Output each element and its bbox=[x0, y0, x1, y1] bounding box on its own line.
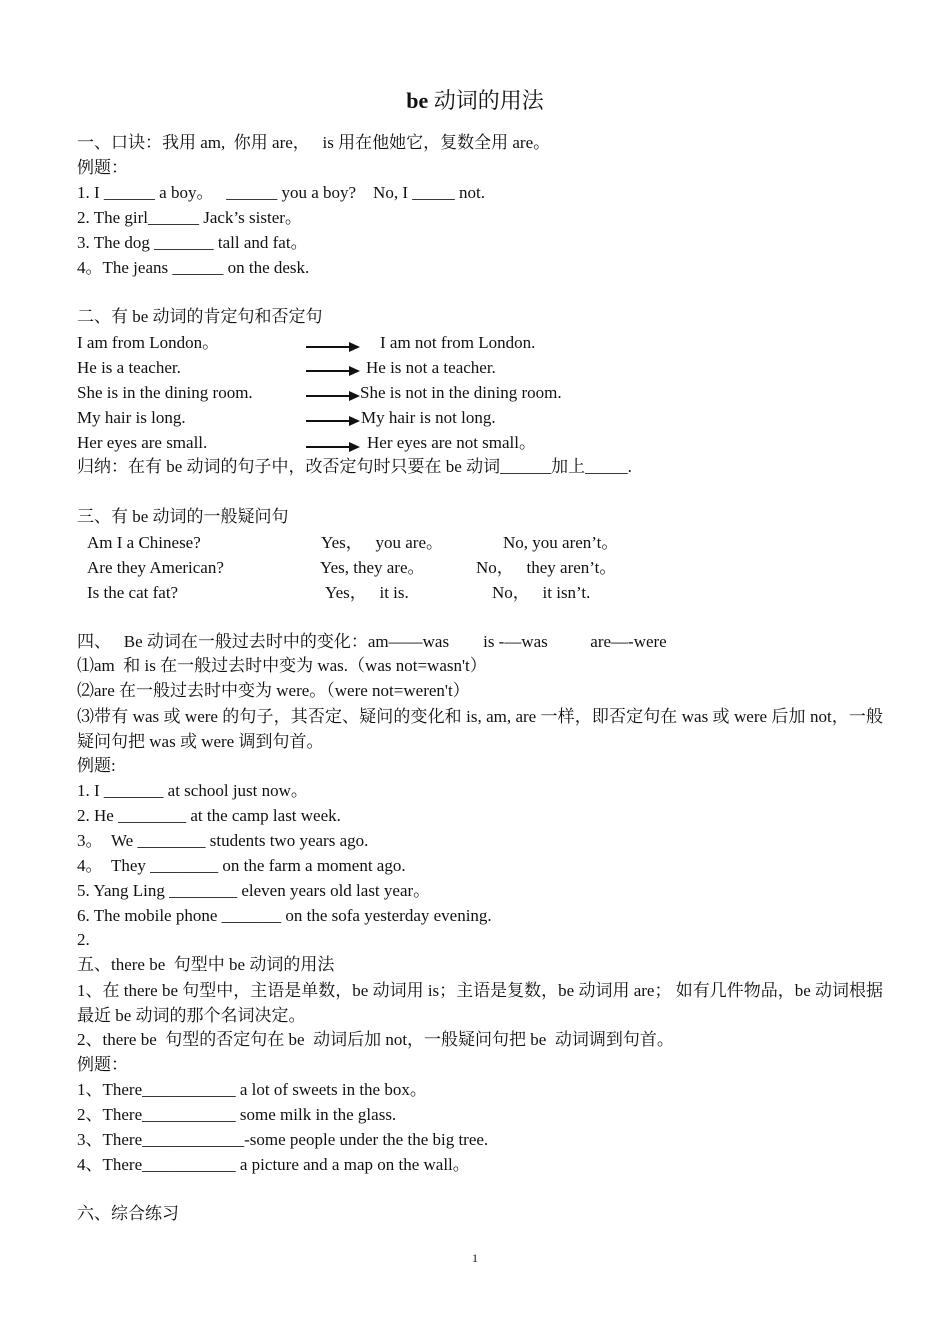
affirmative-sentence: She is in the dining room. bbox=[77, 383, 253, 402]
section4-item-4: 4。 They ________ on the farm a moment ago. bbox=[77, 856, 406, 875]
section6-heading: 六、综合练习 bbox=[77, 1204, 179, 1223]
section4-item-2: 2. He ________ at the camp last week. bbox=[77, 806, 341, 825]
negative-sentence: He is not a teacher. bbox=[366, 358, 496, 377]
affirmative-sentence: I am from London。 bbox=[77, 333, 220, 352]
title-bold-part: be bbox=[406, 88, 429, 113]
affirmative-sentence: My hair is long. bbox=[77, 408, 186, 427]
title-rest: 动词的用法 bbox=[428, 88, 544, 113]
yes-answer: Yes， it is. bbox=[325, 583, 409, 602]
no-answer: No, you aren’t。 bbox=[503, 533, 619, 552]
section1-item-4: 4。The jeans ______ on the desk. bbox=[77, 258, 310, 277]
arrow-right-icon bbox=[305, 340, 361, 354]
section3-heading: 三、有 be 动词的一般疑问句 bbox=[77, 507, 289, 526]
section4-note-1: ⑴am 和 is 在一般过去时中变为 was.（was not=wasn't） bbox=[77, 656, 487, 675]
arrow-right-icon bbox=[305, 440, 361, 454]
arrow-right-icon bbox=[305, 389, 361, 403]
page-title bbox=[0, 86, 950, 116]
arrow-right-icon bbox=[305, 364, 361, 378]
section5-examples-label: 例题： bbox=[77, 1055, 128, 1074]
question-sentence: Is the cat fat? bbox=[87, 583, 179, 602]
affirmative-sentence: Her eyes are small. bbox=[77, 433, 208, 452]
yes-answer: Yes， you are。 bbox=[321, 533, 443, 552]
yes-answer: Yes, they are。 bbox=[320, 558, 425, 577]
section4-item-7: 2. bbox=[77, 930, 90, 949]
negative-sentence: My hair is not long. bbox=[361, 408, 496, 427]
negative-sentence: She is not in the dining room. bbox=[360, 383, 562, 402]
section1-examples-label: 例题： bbox=[77, 158, 128, 177]
question-sentence: Am I a Chinese? bbox=[87, 533, 201, 552]
question-sentence: Are they American? bbox=[87, 558, 224, 577]
section4-note-2: ⑵are 在一般过去时中变为 were。（were not=weren't） bbox=[77, 681, 470, 700]
section4-examples-label: 例题: bbox=[77, 756, 116, 775]
section1-rule: 一、口诀：我用 am, 你用 are， is 用在他她它，复数全用 are。 bbox=[77, 133, 551, 152]
section1-item-1: 1. I ______ a boy。 ______ you a boy? No, I _____ not. bbox=[77, 183, 485, 202]
section1-item-3: 3. The dog _______ tall and fat。 bbox=[77, 233, 308, 252]
section5-item-4: 4、There___________ a picture and a map on the wall。 bbox=[77, 1155, 470, 1174]
section2-heading: 二、有 be 动词的肯定句和否定句 bbox=[77, 307, 323, 326]
affirmative-sentence: He is a teacher. bbox=[77, 358, 181, 377]
no-answer: No， it isn’t. bbox=[492, 583, 591, 602]
section4-note-3: ⑶带有 was 或 were 的句子，其否定、疑问的变化和 is, am, are 一样，即否定句在 was 或 were 后加 not，一般疑问句把 was 或 were 调到句首。 bbox=[77, 707, 883, 751]
section4-item-1: 1. I _______ at school just now。 bbox=[77, 781, 308, 800]
section5-rule-1: 1、在 there be 句型中，主语是单数，be 动词用 is；主语是复数，be 动词用 are； 如有几件物品，be 动词根据最近 be 动词的那个名词决定。 bbox=[77, 981, 883, 1025]
section4-item-5: 5. Yang Ling ________ eleven years old last year。 bbox=[77, 881, 431, 900]
section5-item-1: 1、There___________ a lot of sweets in the box。 bbox=[77, 1080, 427, 1099]
section4-heading: 四、 Be 动词在一般过去时中的变化：am——was is -—was are—-were bbox=[77, 632, 667, 651]
page-number: 1 bbox=[472, 1251, 478, 1265]
section5-item-3: 3、There____________-some people under the the big tree. bbox=[77, 1130, 489, 1149]
no-answer: No， they aren’t。 bbox=[476, 558, 617, 577]
section5-rule-2: 2、there be 句型的否定句在 be 动词后加 not，一般疑问句把 be 动词调到句首。 bbox=[77, 1030, 674, 1049]
negative-sentence: I am not from London. bbox=[380, 333, 536, 352]
negative-sentence: Her eyes are not small。 bbox=[367, 433, 536, 452]
section5-heading: 五、there be 句型中 be 动词的用法 bbox=[77, 955, 335, 974]
section2-summary: 归纳：在有 be 动词的句子中，改否定句时只要在 be 动词______加上_____. bbox=[77, 457, 632, 476]
section5-item-2: 2、There___________ some milk in the glass. bbox=[77, 1105, 397, 1124]
section1-item-2: 2. The girl______ Jack’s sister。 bbox=[77, 208, 302, 227]
section4-item-6: 6. The mobile phone _______ on the sofa yesterday evening. bbox=[77, 906, 492, 925]
arrow-right-icon bbox=[305, 414, 361, 428]
section4-item-3: 3。 We ________ students two years ago. bbox=[77, 831, 369, 850]
